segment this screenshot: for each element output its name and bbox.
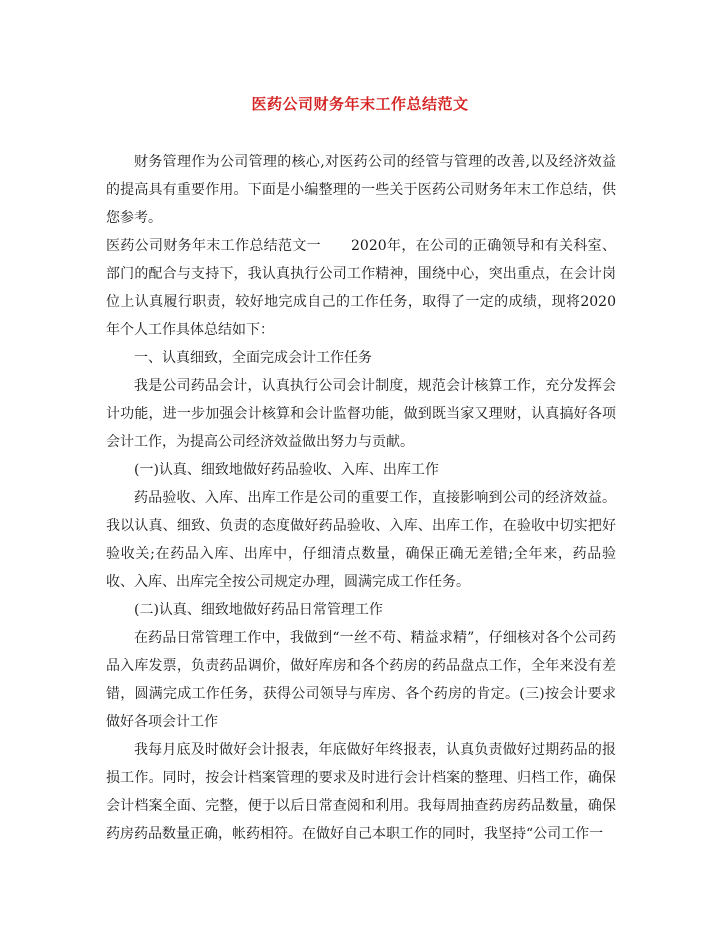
document-body	[106, 148, 616, 848]
sample-text: 2020年，在公司的正确领导和有关科室、部门的配合与支持下，我认真执行公司工作精神，围绕中心，突出重点，在会计岗位上认真履行职责，较好地完成自己的工作任务，取得了一定的成绩，现将2020年个人工作具体总结如下：	[106, 238, 616, 338]
paragraph-2: 药品验收、入库、出库工作是公司的重要工作，直接影响到公司的经济效益。我以认真、细致、负责的态度做好药品验收、入库、出库工作，在验收中切实把好验收关;在药品入库、出库中，仔细清点数量，确保正确无差错;全年来，药品验收、入库、出库完全按公司规定办理，圆满完成工作任务。	[106, 490, 616, 590]
subsection-heading-2: (二)认真、细致地做好药品日常管理工作	[134, 602, 383, 618]
paragraph-4: 我每月底及时做好会计报表，年底做好年终报表，认真负责做好过期药品的报损工作。同时，按会计档案管理的要求及时进行会计档案的整理、归档工作，确保会计档案全面、完整，便于以后日常查阅和利用。我每周抽查药房药品数量，确保药房药品数量正确，帐药相符。在做好自己本职工作的同时，我坚持“公司工作一	[106, 742, 616, 842]
intro-paragraph: 财务管理作为公司管理的核心,对医药公司的经管与管理的改善,以及经济效益的提高具有重要作用。下面是小编整理的一些关于医药公司财务年末工作总结，供您参考。	[106, 154, 616, 226]
document-title: 医药公司财务年末工作总结范文	[251, 95, 469, 113]
subsection-heading-1: (一)认真、细致地做好药品验收、入库、出库工作	[134, 462, 439, 478]
sample-label: 医药公司财务年末工作总结范文一	[106, 238, 322, 254]
paragraph-3: 在药品日常管理工作中，我做到“一丝不苟、精益求精”，仔细核对各个公司药品入库发票，负责药品调价，做好库房和各个药房的药品盘点工作，全年来没有差错，圆满完成工作任务，获得公司领导与库房、各个药房的肯定。(三)按会计要求做好各项会计工作	[106, 630, 616, 730]
sample-paragraph	[106, 232, 616, 344]
section-heading-1: 一、认真细致，全面完成会计工作任务	[134, 350, 372, 366]
paragraph-1: 我是公司药品会计，认真执行公司会计制度，规范会计核算工作，充分发挥会计功能，进一步加强会计核算和会计监督功能，做到既当家又理财，认真搞好各项会计工作，为提高公司经济效益做出努力与贡献。	[106, 378, 616, 450]
